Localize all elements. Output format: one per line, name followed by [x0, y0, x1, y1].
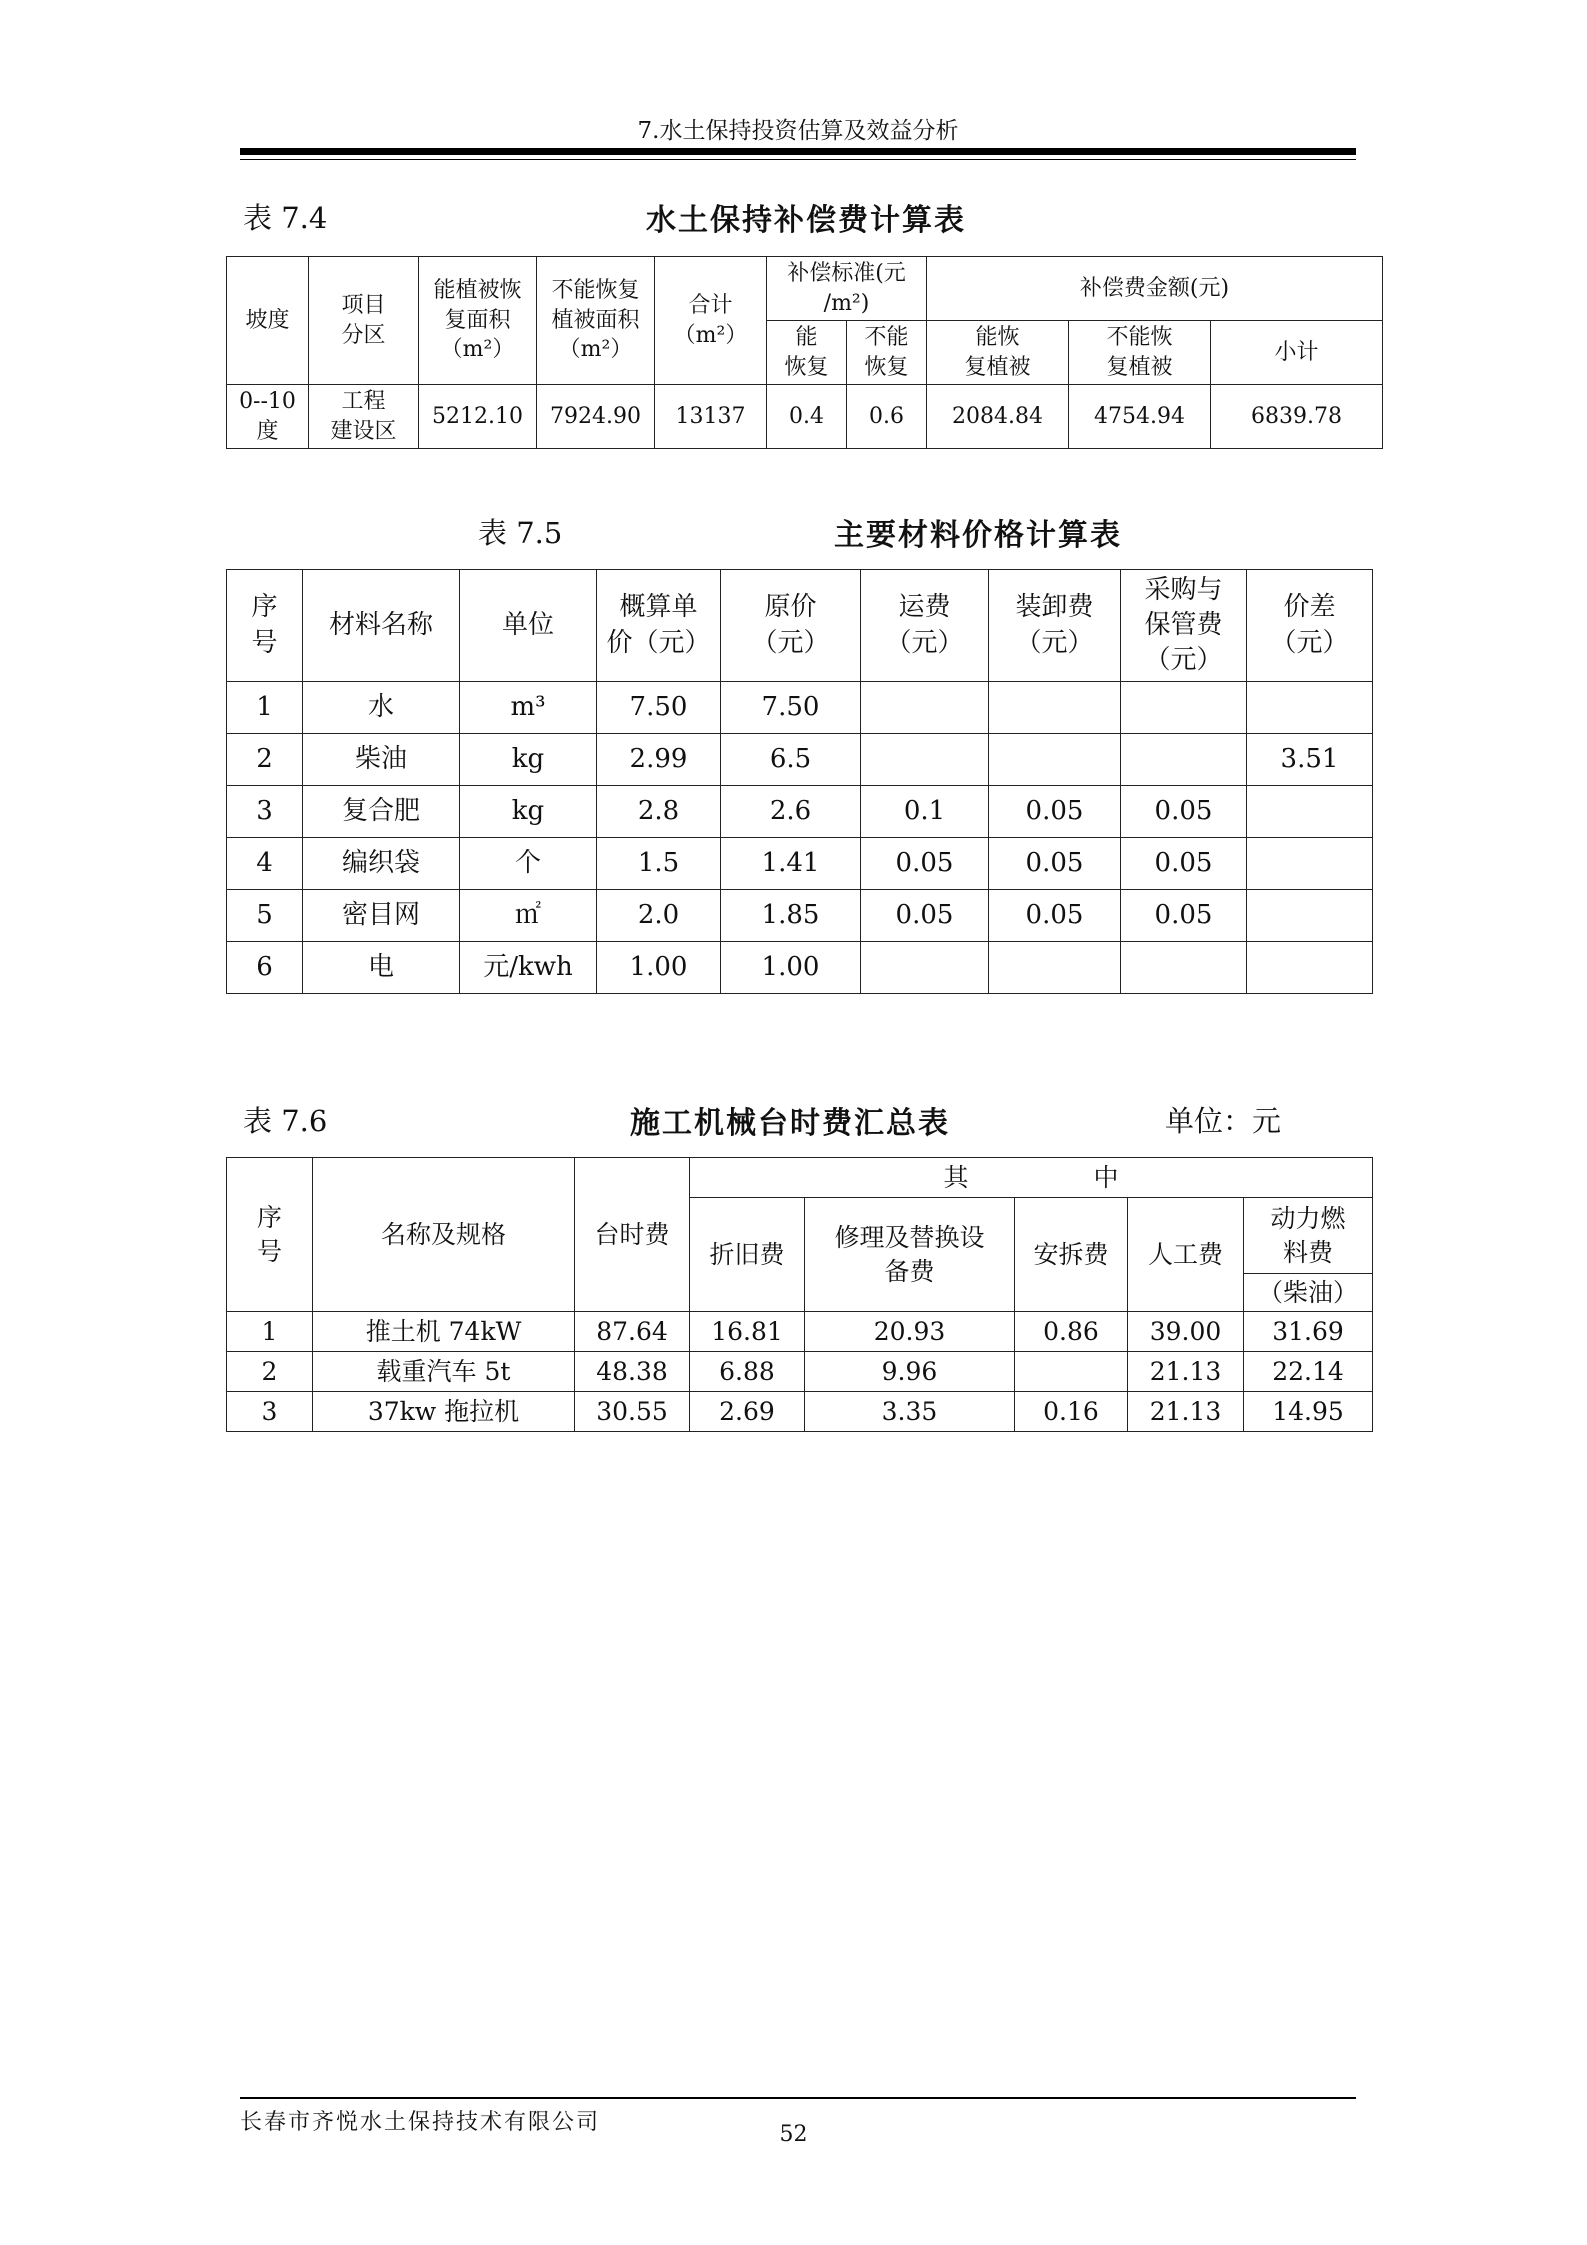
col-head-hourly-cost: 台时费 [575, 1158, 690, 1312]
col-head-material: 材料名称 [303, 570, 460, 682]
table-7-4-caption: 表 7.4 [243, 201, 328, 235]
cell-purchase-storage: 0.05 [1121, 786, 1247, 838]
cell-zone: 工程 建设区 [309, 385, 419, 449]
cell-original-price: 1.41 [721, 838, 861, 890]
col-head-fuel: 动力燃 料费 [1244, 1198, 1373, 1274]
cell-material: 复合肥 [303, 786, 460, 838]
cell-no: 2 [227, 734, 303, 786]
cell-depreciation: 6.88 [690, 1352, 805, 1392]
cell-unit: kg [460, 734, 597, 786]
table-7-6 [226, 1157, 1373, 1432]
col-head-budget-price: 概算单 价（元） [597, 570, 721, 682]
cell-original-price: 1.00 [721, 942, 861, 994]
cell-std-can: 0.4 [767, 385, 847, 449]
cell-unit: ㎡ [460, 890, 597, 942]
cell-total: 13137 [655, 385, 767, 449]
cell-budget-price: 2.99 [597, 734, 721, 786]
table-row [227, 838, 1373, 890]
col-head-freight: 运费 （元） [861, 570, 989, 682]
col-head-purchase-storage: 采购与 保管费 （元） [1121, 570, 1247, 682]
col-head-price-difference: 价差 （元） [1247, 570, 1373, 682]
cell-install: 0.16 [1015, 1392, 1128, 1432]
cell-install [1015, 1352, 1128, 1392]
cell-purchase-storage [1121, 734, 1247, 786]
cell-material: 密目网 [303, 890, 460, 942]
cell-purchase-storage: 0.05 [1121, 890, 1247, 942]
cell-unit: kg [460, 786, 597, 838]
cell-freight: 0.05 [861, 890, 989, 942]
col-head-restorable-area: 能植被恢 复面积 （m²） [419, 257, 537, 385]
col-head-std-can: 能 恢复 [767, 321, 847, 385]
cell-budget-price: 7.50 [597, 682, 721, 734]
cell-handling [989, 734, 1121, 786]
cell-repair: 3.35 [805, 1392, 1015, 1432]
table-row [227, 682, 1373, 734]
table-7-5-caption: 表 7.5 [478, 516, 563, 550]
col-head-labor: 人工费 [1128, 1198, 1244, 1312]
col-head-no: 序 号 [227, 1158, 313, 1312]
cell-handling [989, 942, 1121, 994]
col-head-depreciation: 折旧费 [690, 1198, 805, 1312]
cell-material: 柴油 [303, 734, 460, 786]
cell-subtotal: 6839.78 [1211, 385, 1383, 449]
table-row [227, 890, 1373, 942]
cell-price-difference [1247, 786, 1373, 838]
col-head-zone: 项目 分区 [309, 257, 419, 385]
col-head-among: 其 中 [690, 1158, 1373, 1198]
cell-purchase-storage [1121, 682, 1247, 734]
cell-original-price: 7.50 [721, 682, 861, 734]
table-7-6-unit-note: 单位：元 [1165, 1104, 1282, 1138]
col-head-slope: 坡度 [227, 257, 309, 385]
cell-repair: 9.96 [805, 1352, 1015, 1392]
cell-material: 水 [303, 682, 460, 734]
cell-price-difference [1247, 942, 1373, 994]
table-row [227, 385, 1383, 449]
cell-restorable: 5212.10 [419, 385, 537, 449]
cell-name-spec: 载重汽车 5t [313, 1352, 575, 1392]
header-rule-thin [240, 159, 1356, 160]
cell-install: 0.86 [1015, 1312, 1128, 1352]
cell-no: 3 [227, 1392, 313, 1432]
table-7-6-title: 施工机械台时费汇总表 [630, 1106, 950, 1141]
cell-unit: 个 [460, 838, 597, 890]
cell-material: 电 [303, 942, 460, 994]
cell-budget-price: 2.0 [597, 890, 721, 942]
col-head-total: 合计 （m²） [655, 257, 767, 385]
cell-no: 2 [227, 1352, 313, 1392]
footer-rule [240, 2097, 1356, 2099]
cell-original-price: 6.5 [721, 734, 861, 786]
col-head-amount: 补偿费金额(元) [927, 257, 1383, 321]
cell-purchase-storage [1121, 942, 1247, 994]
cell-freight [861, 942, 989, 994]
cell-no: 4 [227, 838, 303, 890]
cell-slope: 0--10 度 [227, 385, 309, 449]
cell-freight [861, 734, 989, 786]
cell-price-difference: 3.51 [1247, 734, 1373, 786]
table-row [227, 1392, 1373, 1432]
table-row [227, 1312, 1373, 1352]
table-7-5-title: 主要材料价格计算表 [834, 518, 1122, 553]
page-number: 52 [779, 2122, 808, 2147]
cell-labor: 21.13 [1128, 1392, 1244, 1432]
cell-no: 5 [227, 890, 303, 942]
cell-handling: 0.05 [989, 838, 1121, 890]
table-row [227, 734, 1373, 786]
cell-fuel: 22.14 [1244, 1352, 1373, 1392]
cell-labor: 21.13 [1128, 1352, 1244, 1392]
cell-budget-price: 2.8 [597, 786, 721, 838]
cell-price-difference [1247, 890, 1373, 942]
col-head-original-price: 原价 （元） [721, 570, 861, 682]
table-row [227, 942, 1373, 994]
cell-hourly-cost: 48.38 [575, 1352, 690, 1392]
cell-nonrestorable: 7924.90 [537, 385, 655, 449]
cell-repair: 20.93 [805, 1312, 1015, 1352]
footer-company: 长春市齐悦水土保持技术有限公司 [240, 2110, 601, 2135]
col-head-no: 序 号 [227, 570, 303, 682]
table-row [227, 786, 1373, 838]
cell-price-difference [1247, 838, 1373, 890]
col-head-nonrestorable-area: 不能恢复 植被面积 （m²） [537, 257, 655, 385]
cell-handling: 0.05 [989, 786, 1121, 838]
col-head-install: 安拆费 [1015, 1198, 1128, 1312]
cell-freight [861, 682, 989, 734]
col-head-amt-cannot: 不能恢 复植被 [1069, 321, 1211, 385]
cell-amt-cannot: 4754.94 [1069, 385, 1211, 449]
cell-name-spec: 37kw 拖拉机 [313, 1392, 575, 1432]
cell-labor: 39.00 [1128, 1312, 1244, 1352]
cell-budget-price: 1.00 [597, 942, 721, 994]
table-row [227, 1352, 1373, 1392]
col-head-standard: 补偿标准(元 /m²) [767, 257, 927, 321]
cell-fuel: 31.69 [1244, 1312, 1373, 1352]
col-head-name-spec: 名称及规格 [313, 1158, 575, 1312]
cell-purchase-storage: 0.05 [1121, 838, 1247, 890]
table-7-4 [226, 256, 1383, 449]
cell-budget-price: 1.5 [597, 838, 721, 890]
cell-hourly-cost: 30.55 [575, 1392, 690, 1432]
cell-name-spec: 推土机 74kW [313, 1312, 575, 1352]
cell-depreciation: 16.81 [690, 1312, 805, 1352]
col-head-fuel-diesel: （柴油） [1244, 1274, 1373, 1312]
col-head-std-cannot: 不能 恢复 [847, 321, 927, 385]
cell-freight: 0.05 [861, 838, 989, 890]
cell-handling [989, 682, 1121, 734]
table-7-6-caption: 表 7.6 [243, 1104, 328, 1138]
cell-no: 6 [227, 942, 303, 994]
cell-unit: m³ [460, 682, 597, 734]
col-head-subtotal: 小计 [1211, 321, 1383, 385]
cell-no: 1 [227, 682, 303, 734]
cell-std-cannot: 0.6 [847, 385, 927, 449]
running-header: 7.水土保持投资估算及效益分析 [637, 118, 959, 144]
cell-no: 3 [227, 786, 303, 838]
cell-price-difference [1247, 682, 1373, 734]
cell-freight: 0.1 [861, 786, 989, 838]
cell-depreciation: 2.69 [690, 1392, 805, 1432]
cell-unit: 元/kwh [460, 942, 597, 994]
cell-material: 编织袋 [303, 838, 460, 890]
table-7-4-title: 水土保持补偿费计算表 [646, 203, 966, 238]
cell-fuel: 14.95 [1244, 1392, 1373, 1432]
cell-hourly-cost: 87.64 [575, 1312, 690, 1352]
table-7-5 [226, 569, 1373, 994]
cell-no: 1 [227, 1312, 313, 1352]
col-head-handling: 装卸费 （元） [989, 570, 1121, 682]
cell-original-price: 2.6 [721, 786, 861, 838]
cell-handling: 0.05 [989, 890, 1121, 942]
cell-amt-can: 2084.84 [927, 385, 1069, 449]
col-head-repair: 修理及替换设 备费 [805, 1198, 1015, 1312]
col-head-amt-can: 能恢 复植被 [927, 321, 1069, 385]
cell-original-price: 1.85 [721, 890, 861, 942]
header-rule-thick [240, 148, 1356, 155]
col-head-unit: 单位 [460, 570, 597, 682]
